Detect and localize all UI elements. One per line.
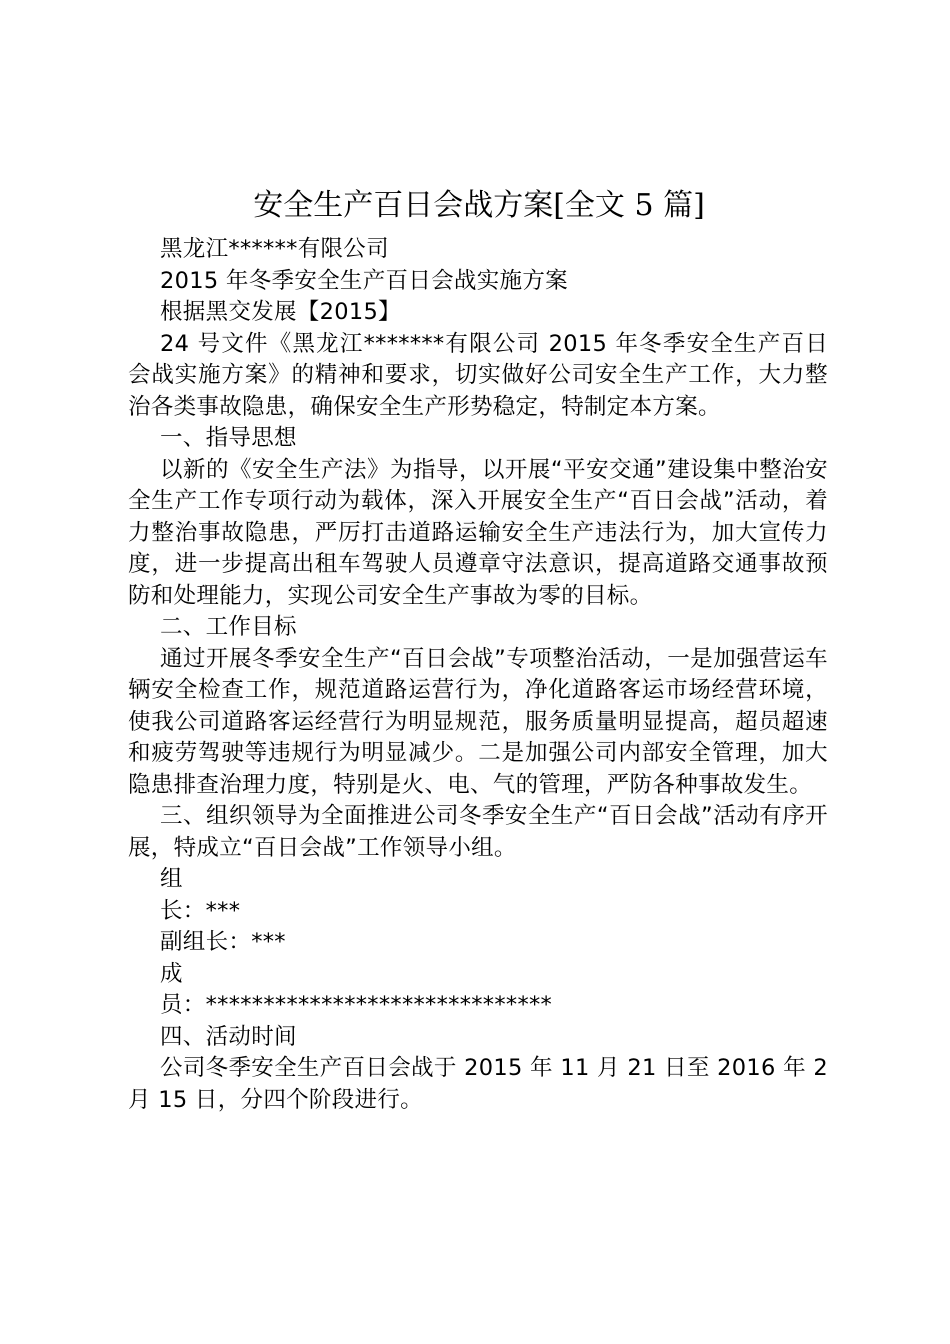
organization-paragraph: 三、组织领导为全面推进公司冬季安全生产“百日会战”活动有序开展，特成立“百日会战”工作领导小组。 — [128, 803, 828, 861]
members-value-line: 员：****************************** — [160, 992, 553, 1018]
activity-time-paragraph: 公司冬季安全生产百日会战于 2015 年 11 月 21 日至 2016 年 2 月 15 日，分四个阶段进行。 — [128, 1055, 828, 1113]
document-body — [128, 234, 828, 1116]
section-heading-work-goals: 二、工作目标 — [160, 614, 297, 640]
section-heading-activity-time: 四、活动时间 — [160, 1023, 297, 1050]
section-heading-guiding-ideology: 一、指导思想 — [160, 425, 297, 451]
basis-line: 根据黑交发展【2015】 — [160, 299, 401, 325]
deputy-leader-line: 副组长：*** — [160, 929, 286, 955]
intro-paragraph: 24 号文件《黑龙江*******有限公司 2015 年冬季安全生产百日会战实施方案》的精神和要求，切实做好公司安全生产工作，大力整治各类事故隐患，确保安全生产形势稳定，特制定本方案。 — [128, 330, 828, 420]
team-leader-value-line: 长：*** — [160, 897, 241, 924]
plan-name-line: 2015 年冬季安全生产百日会战实施方案 — [160, 267, 568, 294]
work-goals-paragraph: 通过开展冬季安全生产“百日会战”专项整治活动，一是加强营运车辆安全检查工作，规范道路运营行为，净化道路客运市场经营环境，使我公司道路客运经营行为明显规范，服务质量明显提高，超员超速和疲劳驾驶等违规行为明显减少。二是加强公司内部安全管理，加大隐患排查治理力度，特别是火、电、气的管理，严防各种事故发生。 — [128, 645, 828, 798]
company-name-line: 黑龙江******有限公司 — [160, 236, 389, 262]
guiding-ideology-paragraph: 以新的《安全生产法》为指导，以开展“平安交通”建设集中整治安全生产工作专项行动为载体，深入开展安全生产“百日会战”活动，着力整治事故隐患，严厉打击道路运输安全生产违法行为，加大宣传力度，进一步提高出租车驾驶人员遵章守法意识，提高道路交通事故预防和处理能力，实现公司安全生产事故为零的目标。 — [128, 456, 828, 609]
document-title: 安全生产百日会战方案[全文 5 篇] — [253, 188, 705, 223]
team-leader-label-line: 组 — [160, 866, 183, 892]
members-label-line: 成 — [160, 960, 183, 987]
